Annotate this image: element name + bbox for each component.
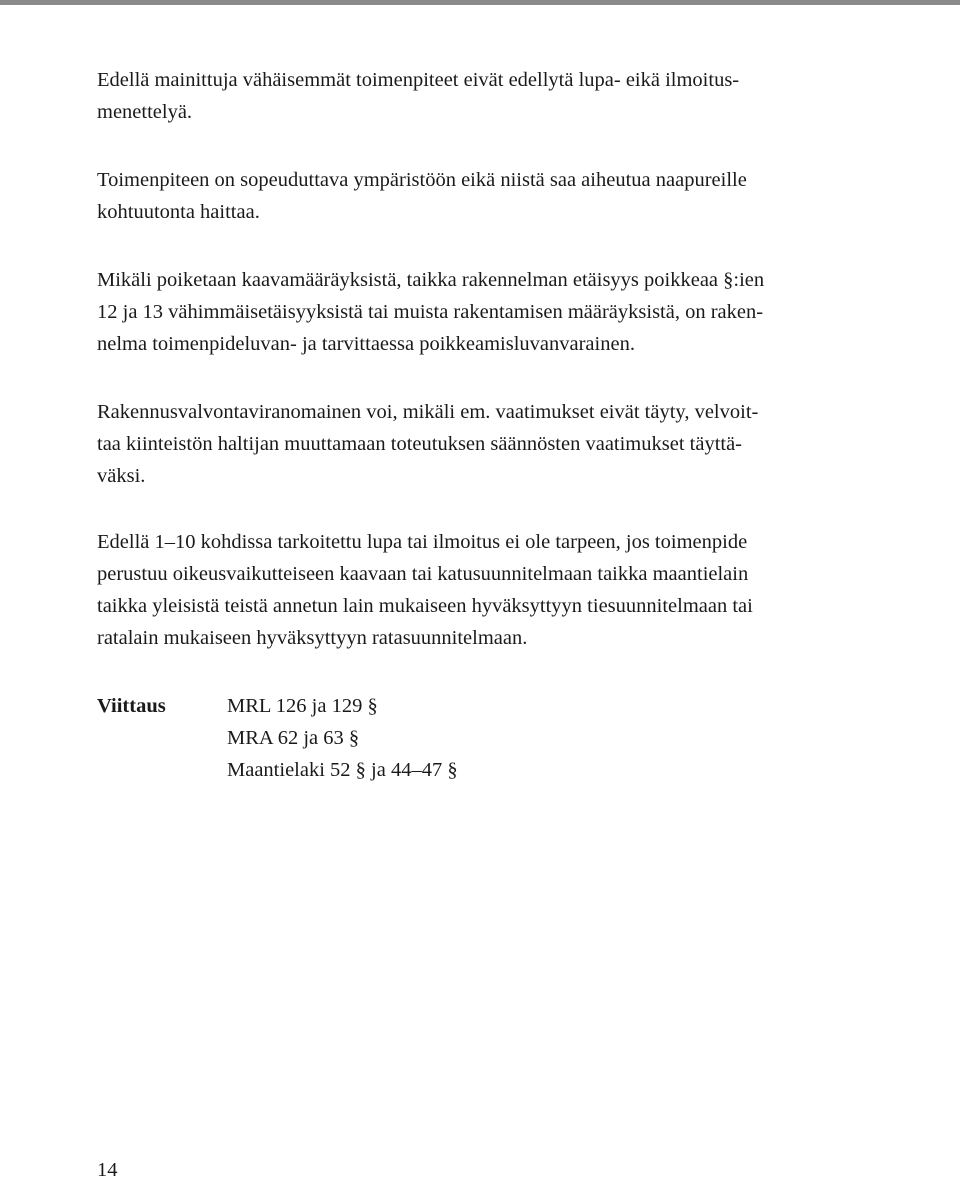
paragraph-4: Rakennusvalvontaviranomainen voi, mikäli em. vaatimukset eivät täyty, velvoit- taa kiinteistön haltijan muuttamaan toteutuksen säännösten vaatimukset täyttä- väksi.	[97, 401, 759, 487]
paragraph-5: Edellä 1–10 kohdissa tarkoitettu lupa tai ilmoitus ei ole tarpeen, jos toimenpide perustuu oikeusvaikutteiseen kaavaan tai katusuunnitelmaan taikka maantielain taikka yleisistä teistä annetun lain mukaiseen hyväksyttyyn tiesuunnitelmaan tai ratalain mukaiseen hyväksyttyyn ratasuunnitelmaan.	[97, 531, 753, 649]
top-border	[0, 0, 960, 5]
paragraph-1: Edellä mainittuja vähäisemmät toimenpiteet eivät edellytä lupa- eikä ilmoitus- menettelyä.	[97, 69, 740, 123]
reference-item: MRA 62 ja 63 §	[227, 727, 360, 749]
reference-item: MRL 126 ja 129 §	[227, 695, 378, 717]
paragraph-2: Toimenpiteen on sopeuduttava ympäristöön eikä niistä saa aiheutua naapureille kohtuutonta haittaa.	[97, 169, 747, 223]
document-body	[97, 64, 847, 786]
reference-block	[97, 690, 847, 786]
reference-label: Viittaus	[97, 695, 166, 717]
reference-item: Maantielaki 52 § ja 44–47 §	[227, 759, 458, 781]
paragraph-3: Mikäli poiketaan kaavamääräyksistä, taikka rakennelman etäisyys poikkeaa §:ien 12 ja 13 vähimmäisetäisyyksistä tai muista rakentamisen määräyksistä, on raken- nelma toimenpideluvan- ja tarvittaessa poikkeamisluvanvarainen.	[97, 269, 765, 355]
page-number: 14	[97, 1159, 118, 1181]
reference-list	[227, 690, 458, 786]
